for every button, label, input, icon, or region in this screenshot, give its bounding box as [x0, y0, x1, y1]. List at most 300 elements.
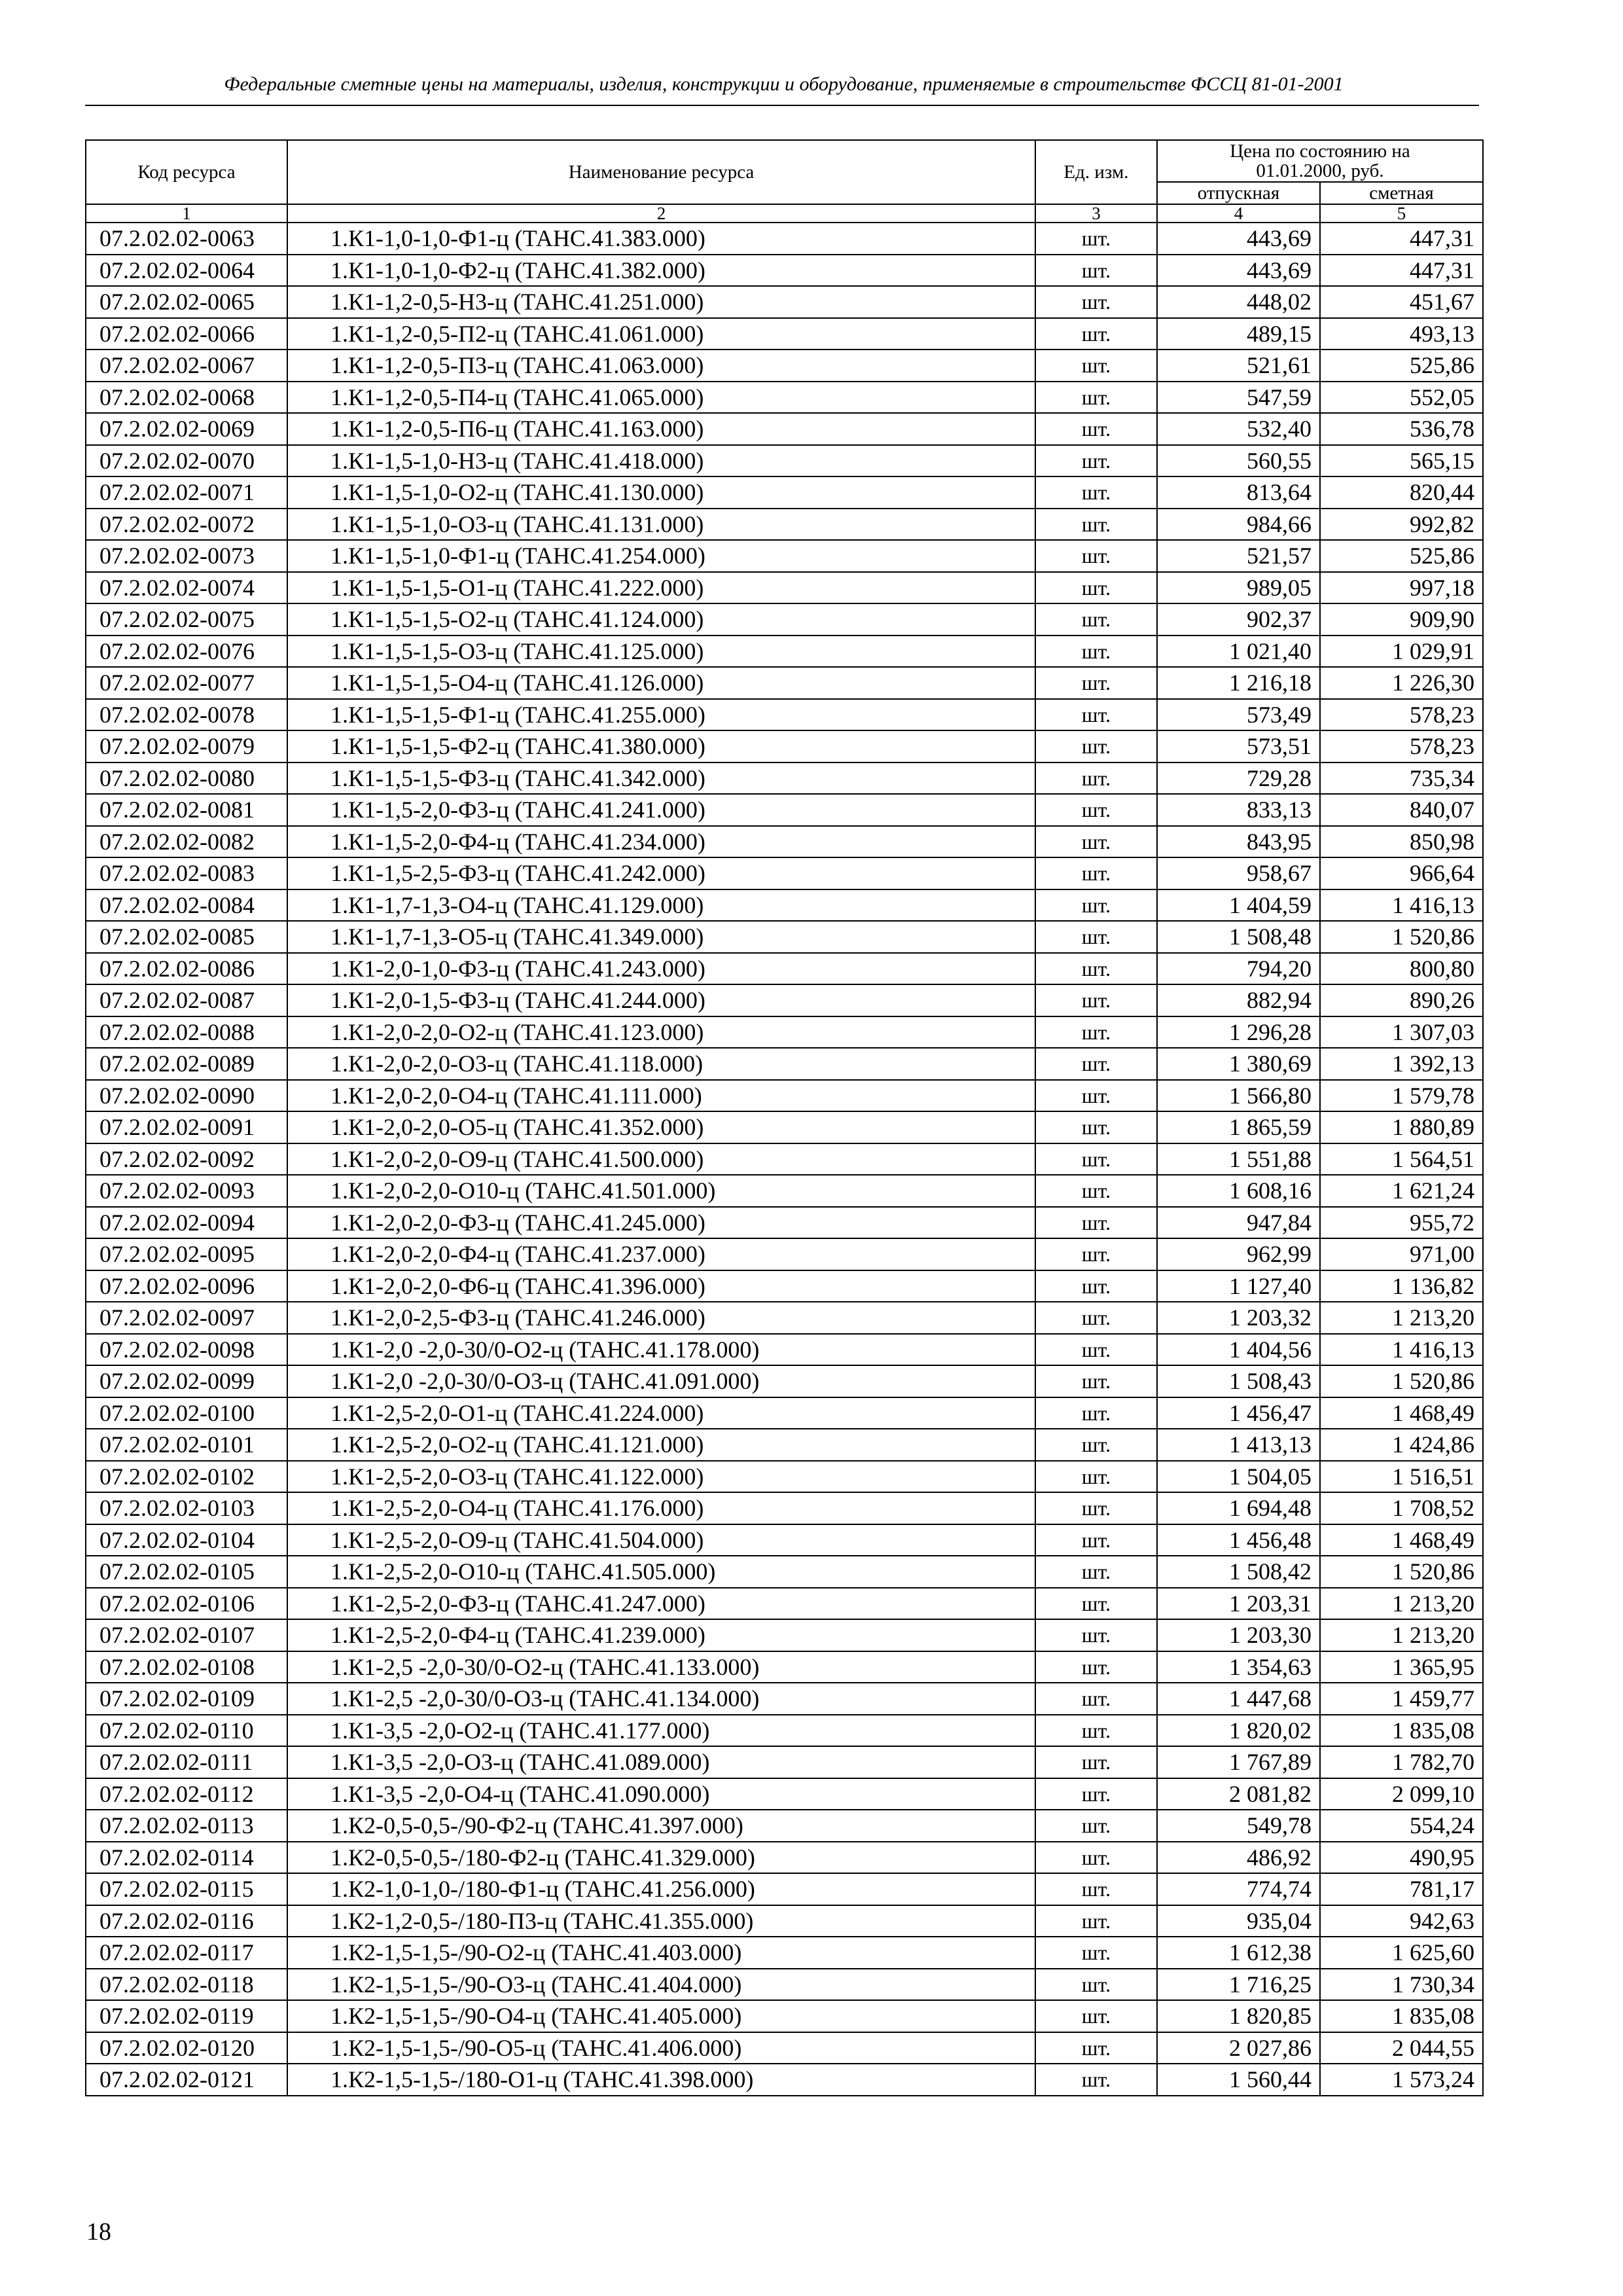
estimate-price-cell: 1 213,20 — [1320, 1302, 1483, 1334]
resource-code-cell: 07.2.02.02-0115 — [86, 1873, 287, 1905]
release-price-cell: 489,15 — [1157, 318, 1320, 350]
estimate-price-cell: 554,24 — [1320, 1810, 1483, 1842]
unit-cell: шт. — [1035, 1683, 1157, 1715]
resource-name-cell: 1.К2-1,0-1,0-/180-Ф1-ц (ТАНС.41.256.000) — [287, 1873, 1035, 1905]
unit-cell: шт. — [1035, 1715, 1157, 1747]
table-row — [86, 762, 1483, 795]
unit-cell: шт. — [1035, 1238, 1157, 1270]
estimate-price-cell: 1 459,77 — [1320, 1683, 1483, 1715]
resource-name-cell: 1.К1-3,5 -2,0-О2-ц (ТАНС.41.177.000) — [287, 1715, 1035, 1747]
resource-code-cell: 07.2.02.02-0074 — [86, 572, 287, 604]
release-price-cell: 547,59 — [1157, 382, 1320, 414]
resource-name-cell: 1.К1-2,0-2,0-О10-ц (ТАНС.41.501.000) — [287, 1175, 1035, 1207]
table-row — [86, 730, 1483, 762]
unit-cell: шт. — [1035, 2000, 1157, 2032]
table-row — [86, 1302, 1483, 1334]
unit-cell: шт. — [1035, 1175, 1157, 1207]
table-row — [86, 255, 1483, 287]
resource-code-cell: 07.2.02.02-0090 — [86, 1080, 287, 1112]
resource-name-cell: 1.К1-3,5 -2,0-О4-ц (ТАНС.41.090.000) — [287, 1778, 1035, 1810]
unit-cell: шт. — [1035, 1842, 1157, 1874]
release-price-cell: 1 216,18 — [1157, 667, 1320, 699]
table-row — [86, 2000, 1483, 2032]
resource-name-cell: 1.К1-1,2-0,5-Н3-ц (ТАНС.41.251.000) — [287, 286, 1035, 318]
unit-cell: шт. — [1035, 1524, 1157, 1556]
table-row — [86, 1365, 1483, 1397]
release-price-cell: 443,69 — [1157, 255, 1320, 287]
resource-code-cell: 07.2.02.02-0107 — [86, 1619, 287, 1651]
table-row — [86, 1238, 1483, 1270]
table-row — [86, 1619, 1483, 1651]
resource-name-cell: 1.К1-2,5-2,0-О4-ц (ТАНС.41.176.000) — [287, 1492, 1035, 1524]
release-price-cell: 1 716,25 — [1157, 1969, 1320, 2001]
resource-code-cell: 07.2.02.02-0101 — [86, 1429, 287, 1461]
resource-code-cell: 07.2.02.02-0080 — [86, 762, 287, 795]
estimate-price-cell: 2 044,55 — [1320, 2032, 1483, 2064]
resource-name-cell: 1.К1-2,0-2,0-О9-ц (ТАНС.41.500.000) — [287, 1143, 1035, 1175]
release-price-cell: 1 456,47 — [1157, 1397, 1320, 1429]
table-row — [86, 1873, 1483, 1905]
table-row — [86, 1048, 1483, 1080]
resource-name-cell: 1.К2-1,5-1,5-/90-О5-ц (ТАНС.41.406.000) — [287, 2032, 1035, 2064]
unit-cell: шт. — [1035, 318, 1157, 350]
price-group-line-2: 01.01.2000, руб. — [1256, 160, 1384, 181]
resource-code-cell: 07.2.02.02-0121 — [86, 2064, 287, 2096]
release-price-cell: 521,57 — [1157, 540, 1320, 572]
estimate-price-cell: 955,72 — [1320, 1207, 1483, 1239]
column-header-unit: Ед. изм. — [1035, 140, 1157, 204]
release-price-cell: 958,67 — [1157, 857, 1320, 889]
resource-code-cell: 07.2.02.02-0111 — [86, 1746, 287, 1778]
table-row — [86, 1683, 1483, 1715]
table-row — [86, 2032, 1483, 2064]
resource-code-cell: 07.2.02.02-0066 — [86, 318, 287, 350]
unit-cell: шт. — [1035, 889, 1157, 922]
unit-cell: шт. — [1035, 1810, 1157, 1842]
release-price-cell: 1 551,88 — [1157, 1143, 1320, 1175]
estimate-price-cell: 1 579,78 — [1320, 1080, 1483, 1112]
resource-name-cell: 1.К1-2,0-2,0-Ф6-ц (ТАНС.41.396.000) — [287, 1270, 1035, 1302]
unit-cell: шт. — [1035, 1746, 1157, 1778]
resource-code-cell: 07.2.02.02-0109 — [86, 1683, 287, 1715]
page-number: 18 — [86, 2218, 111, 2246]
resource-name-cell: 1.К1-2,5-2,0-О9-ц (ТАНС.41.504.000) — [287, 1524, 1035, 1556]
unit-cell: шт. — [1035, 984, 1157, 1016]
unit-cell: шт. — [1035, 1556, 1157, 1588]
estimate-price-cell: 800,80 — [1320, 953, 1483, 985]
release-price-cell: 1 404,59 — [1157, 889, 1320, 922]
release-price-cell: 947,84 — [1157, 1207, 1320, 1239]
unit-cell: шт. — [1035, 445, 1157, 477]
resource-name-cell: 1.К1-1,0-1,0-Ф2-ц (ТАНС.41.382.000) — [287, 255, 1035, 287]
unit-cell: шт. — [1035, 1080, 1157, 1112]
resource-name-cell: 1.К1-2,0-2,5-Ф3-ц (ТАНС.41.246.000) — [287, 1302, 1035, 1334]
resource-code-cell: 07.2.02.02-0092 — [86, 1143, 287, 1175]
table-row — [86, 603, 1483, 636]
estimate-price-cell: 850,98 — [1320, 826, 1483, 858]
table-row — [86, 1524, 1483, 1556]
unit-cell: шт. — [1035, 1365, 1157, 1397]
estimate-price-cell: 1 621,24 — [1320, 1175, 1483, 1207]
estimate-price-cell: 971,00 — [1320, 1238, 1483, 1270]
column-header-price-group — [1157, 140, 1483, 182]
resource-name-cell: 1.К1-2,0-2,0-О5-ц (ТАНС.41.352.000) — [287, 1111, 1035, 1143]
release-price-cell: 1 608,16 — [1157, 1175, 1320, 1207]
resource-name-cell: 1.К1-2,5-2,0-Ф4-ц (ТАНС.41.239.000) — [287, 1619, 1035, 1651]
release-price-cell: 984,66 — [1157, 509, 1320, 541]
estimate-price-cell: 552,05 — [1320, 382, 1483, 414]
resource-code-cell: 07.2.02.02-0078 — [86, 699, 287, 731]
resource-code-cell: 07.2.02.02-0120 — [86, 2032, 287, 2064]
estimate-price-cell: 1 213,20 — [1320, 1588, 1483, 1620]
release-price-cell: 774,74 — [1157, 1873, 1320, 1905]
resource-name-cell: 1.К1-2,0 -2,0-30/0-О3-ц (ТАНС.41.091.000) — [287, 1365, 1035, 1397]
resource-code-cell: 07.2.02.02-0118 — [86, 1969, 287, 2001]
estimate-price-cell: 1 782,70 — [1320, 1746, 1483, 1778]
estimate-price-cell: 451,67 — [1320, 286, 1483, 318]
column-number: 2 — [287, 204, 1035, 223]
resource-code-cell: 07.2.02.02-0064 — [86, 255, 287, 287]
resource-code-cell: 07.2.02.02-0067 — [86, 350, 287, 382]
unit-cell: шт. — [1035, 1111, 1157, 1143]
resource-name-cell: 1.К1-3,5 -2,0-О3-ц (ТАНС.41.089.000) — [287, 1746, 1035, 1778]
release-price-cell: 1 447,68 — [1157, 1683, 1320, 1715]
release-price-cell: 443,69 — [1157, 223, 1320, 255]
release-price-cell: 1 612,38 — [1157, 1937, 1320, 1969]
resource-code-cell: 07.2.02.02-0102 — [86, 1461, 287, 1493]
resource-name-cell: 1.К2-1,5-1,5-/90-О4-ц (ТАНС.41.405.000) — [287, 2000, 1035, 2032]
estimate-price-cell: 1 392,13 — [1320, 1048, 1483, 1080]
table-row — [86, 1746, 1483, 1778]
estimate-price-cell: 1 573,24 — [1320, 2064, 1483, 2096]
unit-cell: шт. — [1035, 350, 1157, 382]
unit-cell: шт. — [1035, 223, 1157, 255]
resource-name-cell: 1.К1-1,7-1,3-О5-ц (ТАНС.41.349.000) — [287, 921, 1035, 953]
resource-code-cell: 07.2.02.02-0095 — [86, 1238, 287, 1270]
table-row — [86, 350, 1483, 382]
estimate-price-cell: 966,64 — [1320, 857, 1483, 889]
release-price-cell: 962,99 — [1157, 1238, 1320, 1270]
unit-cell: шт. — [1035, 413, 1157, 445]
resource-name-cell: 1.К1-2,0-2,0-Ф4-ц (ТАНС.41.237.000) — [287, 1238, 1035, 1270]
resource-name-cell: 1.К2-0,5-0,5-/180-Ф2-ц (ТАНС.41.329.000) — [287, 1842, 1035, 1874]
estimate-price-cell: 1 307,03 — [1320, 1016, 1483, 1049]
release-price-cell: 1 413,13 — [1157, 1429, 1320, 1461]
estimate-price-cell: 536,78 — [1320, 413, 1483, 445]
estimate-price-cell: 1 625,60 — [1320, 1937, 1483, 1969]
release-price-cell: 1 404,56 — [1157, 1334, 1320, 1366]
release-price-cell: 448,02 — [1157, 286, 1320, 318]
table-row — [86, 1810, 1483, 1842]
release-price-cell: 1 865,59 — [1157, 1111, 1320, 1143]
resource-code-cell: 07.2.02.02-0106 — [86, 1588, 287, 1620]
release-price-cell: 935,04 — [1157, 1905, 1320, 1937]
table-row — [86, 382, 1483, 414]
unit-cell: шт. — [1035, 1619, 1157, 1651]
resource-code-cell: 07.2.02.02-0098 — [86, 1334, 287, 1366]
table-row — [86, 540, 1483, 572]
table-row — [86, 413, 1483, 445]
estimate-price-cell: 1 880,89 — [1320, 1111, 1483, 1143]
resource-name-cell: 1.К1-2,5-2,0-О1-ц (ТАНС.41.224.000) — [287, 1397, 1035, 1429]
unit-cell: шт. — [1035, 1905, 1157, 1937]
table-row — [86, 1016, 1483, 1049]
unit-cell: шт. — [1035, 1429, 1157, 1461]
table-row — [86, 1715, 1483, 1747]
estimate-price-cell: 447,31 — [1320, 255, 1483, 287]
resource-name-cell: 1.К1-1,5-1,5-О3-ц (ТАНС.41.125.000) — [287, 636, 1035, 668]
unit-cell: шт. — [1035, 1270, 1157, 1302]
release-price-cell: 813,64 — [1157, 476, 1320, 509]
resource-code-cell: 07.2.02.02-0068 — [86, 382, 287, 414]
resource-name-cell: 1.К1-1,2-0,5-П2-ц (ТАНС.41.061.000) — [287, 318, 1035, 350]
estimate-price-cell: 840,07 — [1320, 794, 1483, 826]
release-price-cell: 902,37 — [1157, 603, 1320, 636]
table-row — [86, 1080, 1483, 1112]
estimate-price-cell: 735,34 — [1320, 762, 1483, 795]
unit-cell: шт. — [1035, 730, 1157, 762]
unit-cell: шт. — [1035, 636, 1157, 668]
unit-cell: шт. — [1035, 572, 1157, 604]
column-number: 1 — [86, 204, 287, 223]
resource-name-cell: 1.К1-1,2-0,5-П6-ц (ТАНС.41.163.000) — [287, 413, 1035, 445]
table-row — [86, 1969, 1483, 2001]
release-price-cell: 1 566,80 — [1157, 1080, 1320, 1112]
estimate-price-cell: 1 468,49 — [1320, 1524, 1483, 1556]
unit-cell: шт. — [1035, 1397, 1157, 1429]
resource-name-cell: 1.К1-1,5-1,5-О4-ц (ТАНС.41.126.000) — [287, 667, 1035, 699]
resource-code-cell: 07.2.02.02-0119 — [86, 2000, 287, 2032]
unit-cell: шт. — [1035, 667, 1157, 699]
release-price-cell: 2 081,82 — [1157, 1778, 1320, 1810]
unit-cell: шт. — [1035, 794, 1157, 826]
column-header-release-price: отпускная — [1157, 182, 1320, 204]
resource-code-cell: 07.2.02.02-0075 — [86, 603, 287, 636]
resource-name-cell: 1.К1-2,5 -2,0-30/0-О3-ц (ТАНС.41.134.000) — [287, 1683, 1035, 1715]
estimate-price-cell: 909,90 — [1320, 603, 1483, 636]
table-row — [86, 1937, 1483, 1969]
column-header-name: Наименование ресурса — [287, 140, 1035, 204]
resource-code-cell: 07.2.02.02-0097 — [86, 1302, 287, 1334]
release-price-cell: 882,94 — [1157, 984, 1320, 1016]
unit-cell: шт. — [1035, 1016, 1157, 1049]
table-row — [86, 953, 1483, 985]
estimate-price-cell: 1 730,34 — [1320, 1969, 1483, 2001]
unit-cell: шт. — [1035, 1207, 1157, 1239]
table-row — [86, 826, 1483, 858]
resource-name-cell: 1.К1-2,5-2,0-Ф3-ц (ТАНС.41.247.000) — [287, 1588, 1035, 1620]
column-header-code: Код ресурса — [86, 140, 287, 204]
resource-name-cell: 1.К1-1,5-1,0-Ф1-ц (ТАНС.41.254.000) — [287, 540, 1035, 572]
resource-code-cell: 07.2.02.02-0103 — [86, 1492, 287, 1524]
table-row — [86, 1397, 1483, 1429]
release-price-cell: 1 508,42 — [1157, 1556, 1320, 1588]
estimate-price-cell: 1 520,86 — [1320, 1365, 1483, 1397]
estimate-price-cell: 890,26 — [1320, 984, 1483, 1016]
release-price-cell: 573,49 — [1157, 699, 1320, 731]
resource-code-cell: 07.2.02.02-0071 — [86, 476, 287, 509]
resource-code-cell: 07.2.02.02-0093 — [86, 1175, 287, 1207]
release-price-cell: 794,20 — [1157, 953, 1320, 985]
price-group-line-1: Цена по состоянию на — [1230, 141, 1410, 162]
release-price-cell: 1 203,31 — [1157, 1588, 1320, 1620]
resource-name-cell: 1.К1-1,5-1,5-О1-ц (ТАНС.41.222.000) — [287, 572, 1035, 604]
unit-cell: шт. — [1035, 476, 1157, 509]
table-row — [86, 572, 1483, 604]
table-row — [86, 921, 1483, 953]
estimate-price-cell: 1 136,82 — [1320, 1270, 1483, 1302]
header-rule — [85, 105, 1479, 106]
resource-code-cell: 07.2.02.02-0114 — [86, 1842, 287, 1874]
release-price-cell: 486,92 — [1157, 1842, 1320, 1874]
resource-code-cell: 07.2.02.02-0117 — [86, 1937, 287, 1969]
release-price-cell: 1 560,44 — [1157, 2064, 1320, 2096]
estimate-price-cell: 1 468,49 — [1320, 1397, 1483, 1429]
estimate-price-cell: 1 416,13 — [1320, 1334, 1483, 1366]
estimate-price-cell: 1 416,13 — [1320, 889, 1483, 922]
estimate-price-cell: 493,13 — [1320, 318, 1483, 350]
table-row — [86, 1270, 1483, 1302]
estimate-price-cell: 447,31 — [1320, 223, 1483, 255]
resource-name-cell: 1.К1-1,2-0,5-П3-ц (ТАНС.41.063.000) — [287, 350, 1035, 382]
release-price-cell: 549,78 — [1157, 1810, 1320, 1842]
resource-code-cell: 07.2.02.02-0065 — [86, 286, 287, 318]
running-header: Федеральные сметные цены на материалы, изделия, конструкции и оборудование, применяемые в строительстве ФССЦ 81-01-2001 — [224, 73, 1344, 95]
table-row — [86, 1778, 1483, 1810]
resource-code-cell: 07.2.02.02-0081 — [86, 794, 287, 826]
unit-cell: шт. — [1035, 953, 1157, 985]
resource-name-cell: 1.К1-2,0-2,0-Ф3-ц (ТАНС.41.245.000) — [287, 1207, 1035, 1239]
release-price-cell: 1 694,48 — [1157, 1492, 1320, 1524]
unit-cell: шт. — [1035, 1334, 1157, 1366]
release-price-cell: 1 296,28 — [1157, 1016, 1320, 1049]
release-price-cell: 843,95 — [1157, 826, 1320, 858]
resource-code-cell: 07.2.02.02-0070 — [86, 445, 287, 477]
table-row — [86, 1111, 1483, 1143]
resource-name-cell: 1.К1-2,5-2,0-О10-ц (ТАНС.41.505.000) — [287, 1556, 1035, 1588]
unit-cell: шт. — [1035, 540, 1157, 572]
resource-code-cell: 07.2.02.02-0076 — [86, 636, 287, 668]
resource-name-cell: 1.К1-1,7-1,3-О4-ц (ТАНС.41.129.000) — [287, 889, 1035, 922]
resource-code-cell: 07.2.02.02-0087 — [86, 984, 287, 1016]
release-price-cell: 729,28 — [1157, 762, 1320, 795]
estimate-price-cell: 2 099,10 — [1320, 1778, 1483, 1810]
unit-cell: шт. — [1035, 1461, 1157, 1493]
resource-code-cell: 07.2.02.02-0085 — [86, 921, 287, 953]
resource-code-cell: 07.2.02.02-0069 — [86, 413, 287, 445]
table-row — [86, 1429, 1483, 1461]
release-price-cell: 1 767,89 — [1157, 1746, 1320, 1778]
resource-name-cell: 1.К2-1,5-1,5-/180-О1-ц (ТАНС.41.398.000) — [287, 2064, 1035, 2096]
release-price-cell: 1 820,85 — [1157, 2000, 1320, 2032]
estimate-price-cell: 525,86 — [1320, 540, 1483, 572]
estimate-price-cell: 1 213,20 — [1320, 1619, 1483, 1651]
estimate-price-cell: 992,82 — [1320, 509, 1483, 541]
estimate-price-cell: 565,15 — [1320, 445, 1483, 477]
table-row — [86, 1651, 1483, 1683]
table-row — [86, 1334, 1483, 1366]
unit-cell: шт. — [1035, 509, 1157, 541]
table-row — [86, 1588, 1483, 1620]
unit-cell: шт. — [1035, 1873, 1157, 1905]
table-row — [86, 476, 1483, 509]
table-row — [86, 1556, 1483, 1588]
resource-name-cell: 1.К2-1,5-1,5-/90-О2-ц (ТАНС.41.403.000) — [287, 1937, 1035, 1969]
estimate-price-cell: 1 564,51 — [1320, 1143, 1483, 1175]
unit-cell: шт. — [1035, 255, 1157, 287]
resource-name-cell: 1.К1-1,5-2,0-Ф3-ц (ТАНС.41.241.000) — [287, 794, 1035, 826]
unit-cell: шт. — [1035, 826, 1157, 858]
unit-cell: шт. — [1035, 286, 1157, 318]
unit-cell: шт. — [1035, 1778, 1157, 1810]
release-price-cell: 1 127,40 — [1157, 1270, 1320, 1302]
release-price-cell: 2 027,86 — [1157, 2032, 1320, 2064]
resource-code-cell: 07.2.02.02-0110 — [86, 1715, 287, 1747]
unit-cell: шт. — [1035, 2064, 1157, 2096]
unit-cell: шт. — [1035, 2032, 1157, 2064]
release-price-cell: 521,61 — [1157, 350, 1320, 382]
resource-code-cell: 07.2.02.02-0089 — [86, 1048, 287, 1080]
resource-code-cell: 07.2.02.02-0079 — [86, 730, 287, 762]
estimate-price-cell: 1 226,30 — [1320, 667, 1483, 699]
resource-name-cell: 1.К1-1,5-1,0-О3-ц (ТАНС.41.131.000) — [287, 509, 1035, 541]
table-row — [86, 1842, 1483, 1874]
price-table — [85, 139, 1484, 2096]
resource-name-cell: 1.К1-1,5-1,5-Ф2-ц (ТАНС.41.380.000) — [287, 730, 1035, 762]
unit-cell: шт. — [1035, 699, 1157, 731]
resource-code-cell: 07.2.02.02-0108 — [86, 1651, 287, 1683]
column-number: 4 — [1157, 204, 1320, 223]
table-row — [86, 667, 1483, 699]
resource-name-cell: 1.К1-2,0-2,0-О2-ц (ТАНС.41.123.000) — [287, 1016, 1035, 1049]
release-price-cell: 1 203,30 — [1157, 1619, 1320, 1651]
resource-code-cell: 07.2.02.02-0077 — [86, 667, 287, 699]
resource-name-cell: 1.К2-1,2-0,5-/180-П3-ц (ТАНС.41.355.000) — [287, 1905, 1035, 1937]
release-price-cell: 532,40 — [1157, 413, 1320, 445]
estimate-price-cell: 1 835,08 — [1320, 1715, 1483, 1747]
column-number: 3 — [1035, 204, 1157, 223]
table-row — [86, 286, 1483, 318]
release-price-cell: 1 021,40 — [1157, 636, 1320, 668]
release-price-cell: 1 456,48 — [1157, 1524, 1320, 1556]
unit-cell: шт. — [1035, 1302, 1157, 1334]
resource-code-cell: 07.2.02.02-0063 — [86, 223, 287, 255]
estimate-price-cell: 1 365,95 — [1320, 1651, 1483, 1683]
release-price-cell: 1 354,63 — [1157, 1651, 1320, 1683]
estimate-price-cell: 578,23 — [1320, 730, 1483, 762]
release-price-cell: 1 504,05 — [1157, 1461, 1320, 1493]
price-table-body — [86, 223, 1483, 2096]
resource-name-cell: 1.К2-1,5-1,5-/90-О3-ц (ТАНС.41.404.000) — [287, 1969, 1035, 2001]
table-row — [86, 889, 1483, 922]
resource-code-cell: 07.2.02.02-0083 — [86, 857, 287, 889]
estimate-price-cell: 1 520,86 — [1320, 1556, 1483, 1588]
resource-name-cell: 1.К1-2,5-2,0-О2-ц (ТАНС.41.121.000) — [287, 1429, 1035, 1461]
resource-code-cell: 07.2.02.02-0094 — [86, 1207, 287, 1239]
resource-name-cell: 1.К2-0,5-0,5-/90-Ф2-ц (ТАНС.41.397.000) — [287, 1810, 1035, 1842]
resource-code-cell: 07.2.02.02-0091 — [86, 1111, 287, 1143]
table-row — [86, 857, 1483, 889]
resource-name-cell: 1.К1-2,0-2,0-О4-ц (ТАНС.41.111.000) — [287, 1080, 1035, 1112]
unit-cell: шт. — [1035, 382, 1157, 414]
resource-name-cell: 1.К1-1,5-1,0-О2-ц (ТАНС.41.130.000) — [287, 476, 1035, 509]
unit-cell: шт. — [1035, 1937, 1157, 1969]
release-price-cell: 573,51 — [1157, 730, 1320, 762]
resource-code-cell: 07.2.02.02-0082 — [86, 826, 287, 858]
estimate-price-cell: 1 708,52 — [1320, 1492, 1483, 1524]
resource-code-cell: 07.2.02.02-0113 — [86, 1810, 287, 1842]
resource-code-cell: 07.2.02.02-0072 — [86, 509, 287, 541]
